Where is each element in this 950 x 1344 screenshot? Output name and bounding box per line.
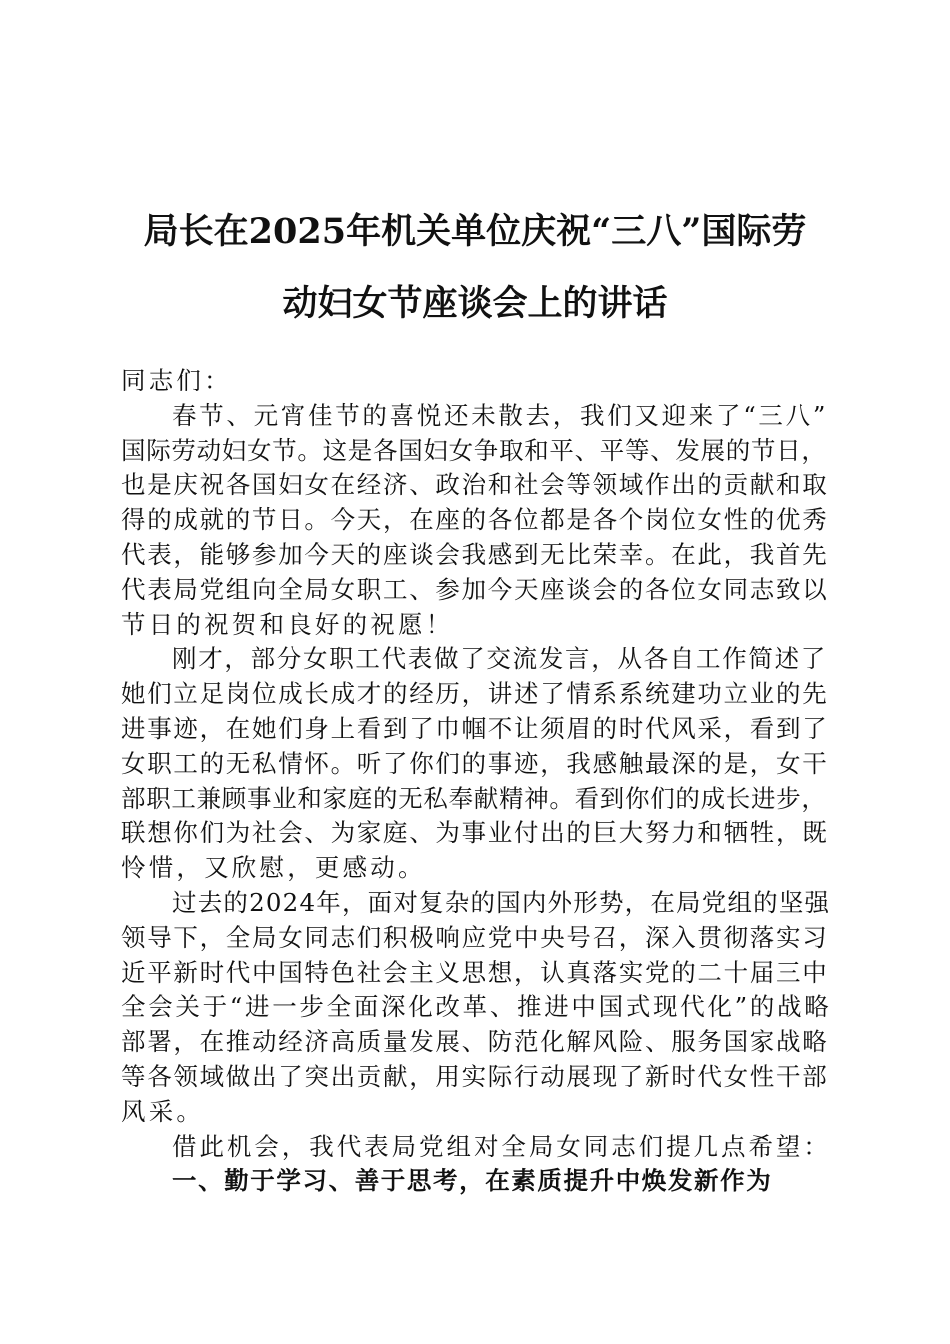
paragraph-line: 部职工兼顾事业和家庭的无私奉献精神。看到你们的成长进步，: [121, 783, 827, 813]
document-title: [100, 196, 850, 340]
paragraph-line: 等各领域做出了突出贡献，用实际行动展现了新时代女性干部: [121, 1061, 829, 1091]
paragraph-line: 得的成就的节日。今天，在座的各位都是各个岗位女性的优秀: [121, 505, 829, 535]
paragraph-1: [121, 399, 831, 643]
salutation: 同志们：: [121, 366, 232, 395]
paragraph-line: 风采。: [121, 1096, 205, 1126]
paragraph-line: 领导下，全局女同志们积极响应党中央号召，深入贯彻落实习: [121, 922, 829, 952]
paragraph-line: 全会关于“进一步全面深化改革、推进中国式现代化”的战略: [121, 992, 832, 1022]
title-line-1: 局长在2025年机关单位庆祝“三八”国际劳: [143, 211, 807, 252]
paragraph-line: 怜惜，又欣慰，更感动。: [121, 853, 426, 883]
paragraph-line: 她们立足岗位成长成才的经历，讲述了情系系统建功立业的先: [121, 679, 829, 709]
paragraph-line: 代表，能够参加今天的座谈会我感到无比荣幸。在此，我首先: [121, 539, 829, 569]
paragraph-line: 过去的2024年，面对复杂的国内外形势，在局党组的坚强: [172, 887, 831, 917]
title-line-2: 动妇女节座谈会上的讲话: [282, 283, 668, 324]
paragraph-line: 代表局党组向全局女职工、参加今天座谈会的各位女同志致以: [121, 574, 829, 604]
paragraph-line: 部署，在推动经济高质量发展、防范化解风险、服务国家战略: [121, 1027, 829, 1057]
paragraph-line: 节日的祝贺和良好的祝愿！: [121, 609, 454, 639]
paragraph-line: 联想你们为社会、为家庭、为事业付出的巨大努力和牺牲，既: [121, 818, 829, 848]
paragraph-line: 国际劳动妇女节。这是各国妇女争取和平、平等、发展的节日，: [121, 435, 827, 465]
paragraph-2: [121, 642, 831, 886]
paragraph-line: 也是庆祝各国妇女在经济、政治和社会等领域作出的贡献和取: [121, 470, 829, 500]
document-body: [121, 364, 831, 1199]
paragraph-line: 春节、元宵佳节的喜悦还未散去，我们又迎来了“三八”: [172, 400, 829, 430]
paragraph-line: 刚才，部分女职工代表做了交流发言，从各自工作简述了: [172, 644, 827, 674]
section-heading: 一、勤于学习、善于思考，在素质提升中焕发新作为: [172, 1166, 773, 1196]
paragraph-line: 进事迹，在她们身上看到了巾帼不让须眉的时代风采，看到了: [121, 713, 829, 743]
paragraph-line: 近平新时代中国特色社会主义思想，认真落实党的二十届三中: [121, 957, 829, 987]
paragraph-4: [121, 1130, 831, 1165]
paragraph-3: [121, 886, 831, 1130]
paragraph-line: 女职工的无私情怀。听了你们的事迹，我感触最深的是，女干: [121, 748, 829, 778]
paragraph-line: 借此机会，我代表局党组对全局女同志们提几点希望：: [172, 1131, 831, 1161]
